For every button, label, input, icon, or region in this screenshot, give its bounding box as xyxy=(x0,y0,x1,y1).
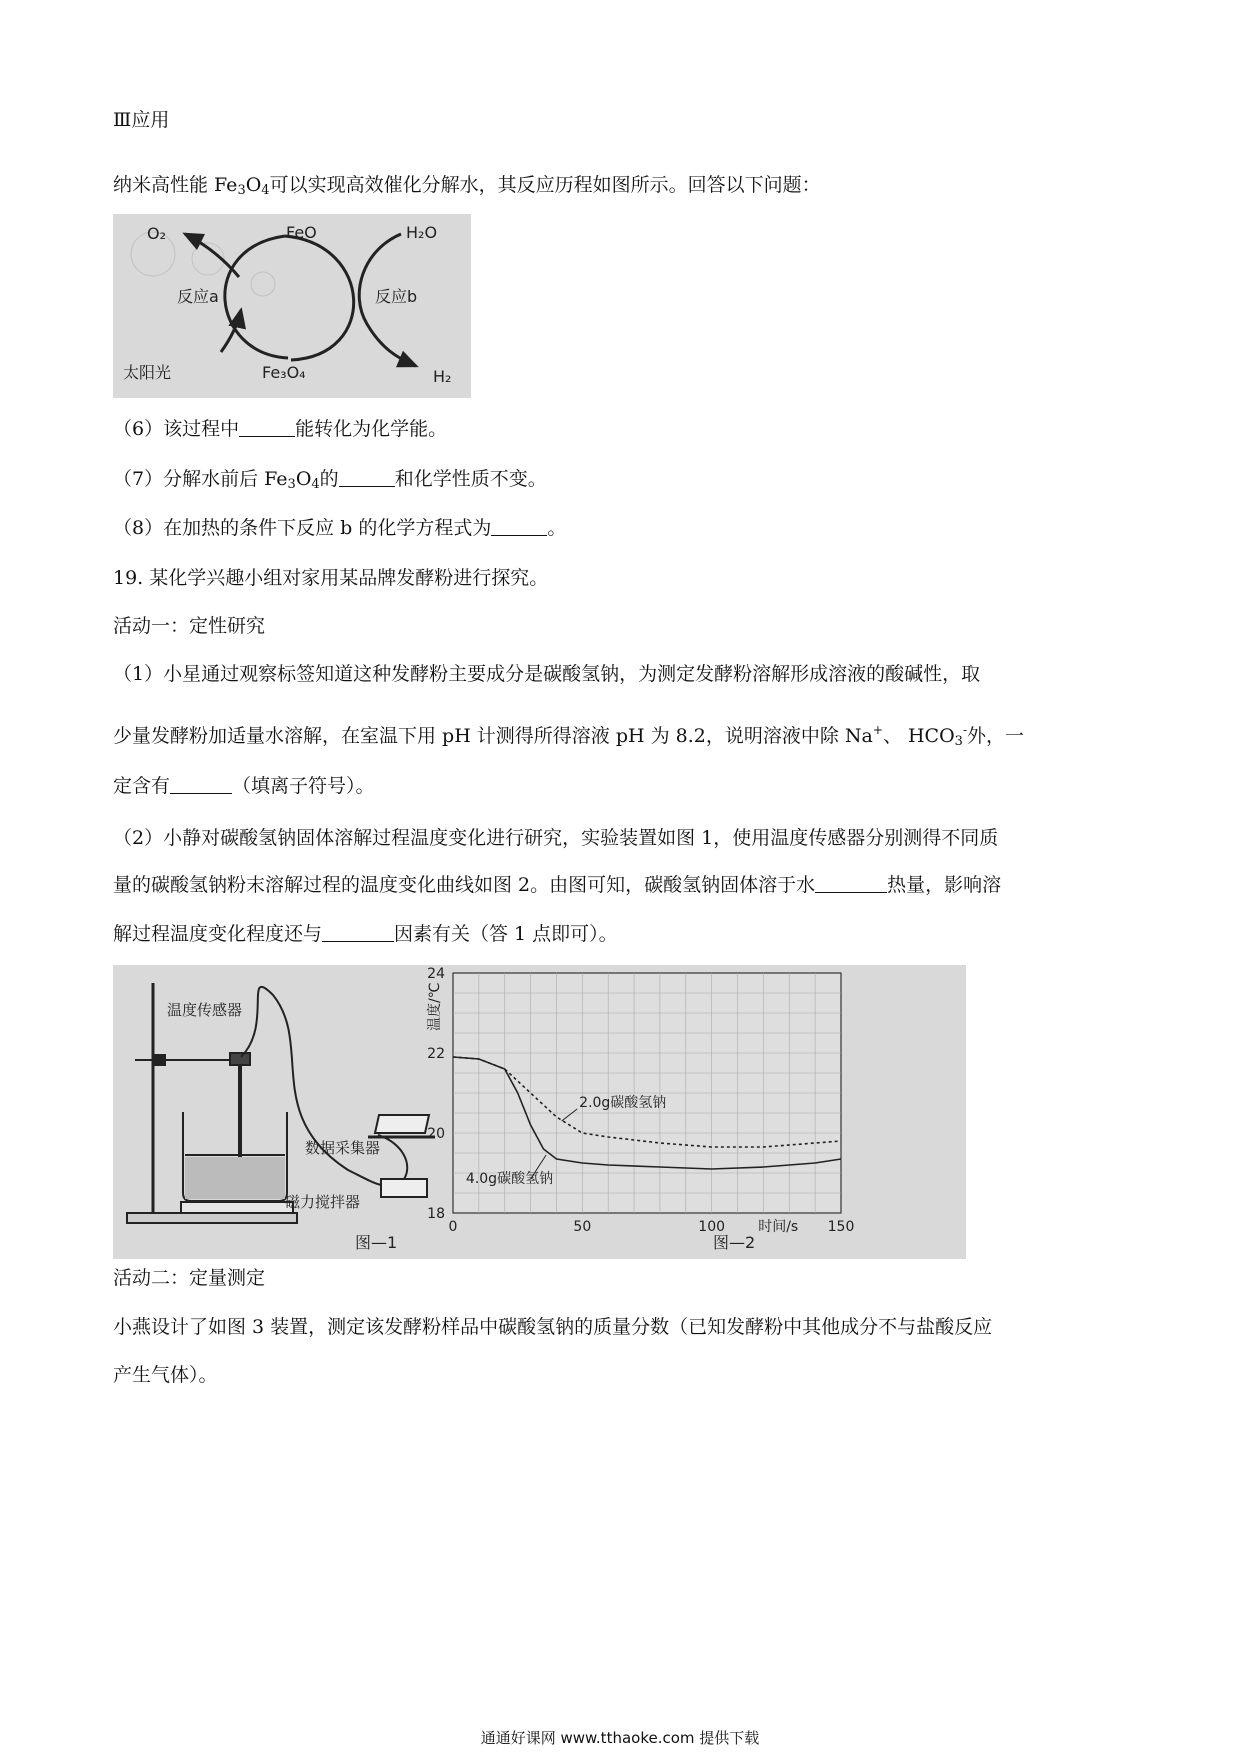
label-sensor: 温度传感器 xyxy=(167,1001,243,1019)
chart-ylabel: 温度/℃ xyxy=(427,982,443,1031)
label-feo: FeO xyxy=(286,223,317,242)
answer-blank xyxy=(322,923,394,942)
p2-text: 因素有关（答 1 点即可）。 xyxy=(394,923,618,945)
p1-line2 xyxy=(113,716,1024,756)
p1-text: 外，一 xyxy=(967,725,1025,747)
p1-text: 少量发酵粉加适量水溶解，在室温下用 pH 计测得所得溶液 pH 为 8.2，说明溶液中除 Na xyxy=(113,725,873,747)
p2-line2 xyxy=(113,871,1001,899)
intro-part: 纳米高性能 Fe xyxy=(113,174,238,196)
series-label-1: 2.0g碳酸氢钠 xyxy=(579,1095,667,1111)
x-tick-label: 100 xyxy=(698,1219,726,1235)
question-7 xyxy=(113,465,547,499)
arrow-sunlight xyxy=(221,310,241,352)
y-tick-label: 18 xyxy=(427,1206,445,1222)
clamp-joint xyxy=(155,1055,165,1065)
intro-part: 可以实现高效催化分解水，其反应历程如图所示。回答以下问题： xyxy=(269,174,821,196)
q7-post: 和化学性质不变。 xyxy=(394,468,547,490)
caption-figure-1: 图—1 xyxy=(355,1233,398,1252)
q7-pre: （7）分解水前后 Fe xyxy=(113,468,288,490)
answer-blank xyxy=(239,418,295,437)
chart-xlabel: 时间/s xyxy=(758,1219,799,1235)
label-sunlight: 太阳光 xyxy=(123,363,172,382)
activity-2-heading: 活动二：定量测定 xyxy=(113,1267,266,1289)
q8-pre: （8）在加热的条件下反应 b 的化学方程式为 xyxy=(113,517,492,539)
temperature-chart xyxy=(427,966,854,1235)
page-footer: 通通好课网 www.tthaoke.com 提供下载 xyxy=(480,1729,760,1747)
x-tick-label: 0 xyxy=(448,1219,458,1235)
p2-text: 热量，影响溶 xyxy=(887,874,1002,896)
arc-reaction-a xyxy=(225,236,288,358)
label-fe3o4: Fe₃O₄ xyxy=(262,363,306,382)
magnetic-stirrer-plate xyxy=(181,1202,293,1213)
data-collector-box xyxy=(381,1179,427,1197)
experiment-figure xyxy=(113,965,966,1259)
y-tick-label: 20 xyxy=(427,1126,445,1142)
q6-pre: （6）该过程中 xyxy=(113,418,240,440)
q8-post: 。 xyxy=(547,517,567,539)
label-collector: 数据采集器 xyxy=(305,1139,381,1157)
label-reaction-b: 反应b xyxy=(375,287,418,306)
label-o2: O₂ xyxy=(147,224,167,243)
p1-text: 、 HCO xyxy=(882,725,955,747)
reaction-cycle-svg xyxy=(113,214,471,398)
q7-mid: O xyxy=(295,468,312,490)
sensor-head xyxy=(230,1053,250,1065)
p3-line1: 小燕设计了如图 3 装置，测定该发酵粉样品中碳酸氢钠的质量分数（已知发酵粉中其他成分不与盐酸反应 xyxy=(113,1316,993,1338)
experiment-svg xyxy=(113,965,966,1259)
y-tick-label: 24 xyxy=(427,966,445,982)
p1-sub: 3 xyxy=(954,734,963,749)
arc-reaction-b xyxy=(285,236,354,360)
q6-post: 能转化为化学能。 xyxy=(295,418,448,440)
question-19: 19. 某化学兴趣小组对家用某品牌发酵粉进行探究。 xyxy=(113,567,549,589)
p2-line1: （2）小静对碳酸氢钠固体溶解过程温度变化进行研究，实验装置如图 1，使用温度传感器分别测得不同质 xyxy=(113,827,999,849)
p2-line3 xyxy=(113,920,618,948)
p1-sup: - xyxy=(962,723,968,737)
series-label-2: 4.0g碳酸氢钠 xyxy=(465,1171,554,1187)
p1-text: （填离子符号）。 xyxy=(232,775,375,797)
label-h2: H₂ xyxy=(433,367,452,386)
p1-sup: + xyxy=(872,723,883,737)
p1-line3 xyxy=(113,772,375,800)
p2-text: 量的碳酸氢钠粉末溶解过程的温度变化曲线如图 2。由图可知，碳酸氢钠固体溶于水 xyxy=(113,874,816,896)
intro-sub: 3 xyxy=(237,183,246,198)
answer-blank xyxy=(815,874,887,893)
q7-sub: 3 xyxy=(287,477,296,492)
p3-line2: 产生气体）。 xyxy=(113,1364,218,1386)
intro-text xyxy=(113,171,821,205)
answer-blank xyxy=(170,775,232,794)
label-reaction-a: 反应a xyxy=(177,287,219,306)
p2-text: 解过程温度变化程度还与 xyxy=(113,923,323,945)
p1-text: 定含有 xyxy=(113,775,171,797)
question-6 xyxy=(113,415,447,443)
y-tick-label: 22 xyxy=(427,1046,445,1062)
intro-sub: 4 xyxy=(261,183,270,198)
activity-1-heading: 活动一：定性研究 xyxy=(113,615,266,637)
laptop-screen xyxy=(375,1115,429,1133)
label-h2o: H₂O xyxy=(406,223,438,242)
p1-line1: （1）小星通过观察标签知道这种发酵粉主要成分是碳酸氢钠，为测定发酵粉溶解形成溶液的酸碱性，取 xyxy=(113,663,981,685)
liquid xyxy=(185,1157,285,1199)
stand-base xyxy=(127,1213,297,1223)
q7-mid: 的 xyxy=(319,468,339,490)
label-stirrer: 磁力搅拌器 xyxy=(285,1193,361,1211)
reaction-cycle-figure xyxy=(113,214,471,398)
answer-blank xyxy=(339,468,395,487)
answer-blank xyxy=(491,517,547,536)
intro-part: O xyxy=(245,174,262,196)
apparatus-drawing xyxy=(127,983,435,1223)
caption-figure-2: 图—2 xyxy=(713,1233,756,1252)
question-8 xyxy=(113,514,566,542)
x-tick-label: 50 xyxy=(573,1219,592,1235)
collector-cable xyxy=(378,1135,407,1179)
q7-sub: 4 xyxy=(311,477,320,492)
section-title: Ⅲ应用 xyxy=(113,109,170,131)
x-tick-label: 150 xyxy=(827,1219,855,1235)
